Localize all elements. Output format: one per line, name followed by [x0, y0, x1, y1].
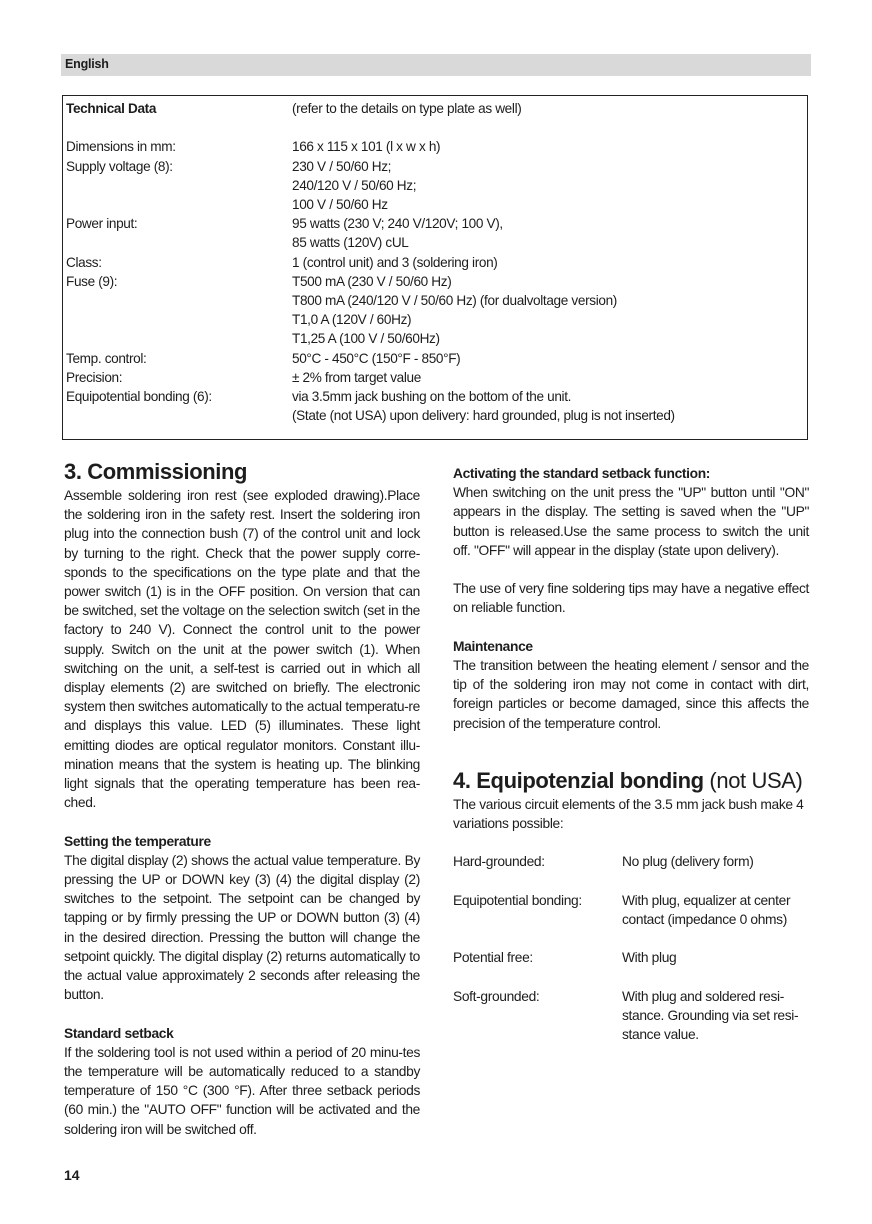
- bonding-variation-type: Hard-grounded:: [453, 854, 545, 870]
- tech-data-row: [66, 368, 801, 387]
- tech-data-value: T800 mA (240/120 V / 50/60 Hz) (for dualvoltage version): [292, 293, 617, 308]
- tech-data-row: [66, 137, 801, 156]
- tech-data-label: Precision:: [66, 369, 123, 385]
- tech-data-value: T500 mA (230 V / 50/60 Hz): [292, 273, 452, 289]
- tech-data-label: Class:: [66, 254, 102, 270]
- tech-data-label: Power input:: [66, 216, 138, 232]
- equipotential-heading: 4. Equipotenzial bonding (not USA): [453, 767, 803, 793]
- activating-setback-heading: Activating the standard setback function:: [453, 466, 711, 481]
- tech-data-row: [66, 349, 801, 368]
- equipotential-intro: The various circuit elements of the 3.5 mm jack bush make 4 variations possible:: [453, 796, 804, 832]
- tech-data-value: 50°C - 450°C (150°F - 850°F): [292, 350, 461, 366]
- soldering-tips-note: The use of very fine soldering tips may have a negative effect on reliable function.: [453, 581, 809, 616]
- tech-data-row: [66, 118, 801, 137]
- bonding-variation-description: With plug and soldered resi-stance. Grounding via set resi-stance value.: [622, 988, 799, 1043]
- bonding-variation-type: Equipotential bonding:: [453, 892, 582, 908]
- language-label: English: [65, 57, 109, 71]
- tech-data-row: [66, 233, 801, 252]
- standard-setback-heading: Standard setback: [64, 1025, 174, 1041]
- setting-temperature-heading: Setting the temperature: [64, 833, 211, 849]
- bonding-variation-type: Soft-grounded:: [453, 988, 540, 1004]
- bonding-variation-description: With plug: [622, 950, 677, 966]
- tech-data-row: [66, 214, 801, 233]
- bonding-variation-type: Potential free:: [453, 950, 533, 966]
- bonding-variation-row: [453, 891, 809, 929]
- technical-data-table: [62, 95, 808, 440]
- tech-data-value: via 3.5mm jack bushing on the bottom of the unit.: [292, 389, 572, 404]
- tech-data-row: [66, 253, 801, 272]
- tech-data-value: 85 watts (120V) cUL: [292, 235, 409, 251]
- tech-data-value: 230 V / 50/60 Hz;: [292, 158, 392, 174]
- tech-data-value: (refer to the details on type plate as well): [292, 101, 522, 116]
- tech-data-value: 1 (control unit) and 3 (soldering iron): [292, 254, 498, 270]
- bonding-variation-description: With plug, equalizer at center contact (impedance 0 ohms): [622, 892, 791, 927]
- bonding-variation-row: [453, 948, 809, 967]
- language-header-bar: [61, 54, 811, 76]
- tech-data-value: ± 2% from target value: [292, 369, 421, 385]
- tech-data-row: [66, 329, 801, 348]
- tech-data-value: 100 V / 50/60 Hz: [292, 197, 388, 212]
- right-column: [453, 464, 809, 1044]
- tech-data-row: [66, 291, 801, 310]
- tech-data-value: T1,25 A (100 V / 50/60Hz): [292, 331, 440, 347]
- tech-data-row: [66, 387, 801, 406]
- activating-setback-body: When switching on the unit press the "UP" button until "ON" appears in the display. The setting is saved when the "UP" button is released.Use the same process to switch the unit off. "OFF" will appear in the display (state upon delivery).: [453, 485, 809, 558]
- tech-data-row: [66, 310, 801, 329]
- tech-data-label: Temp. control:: [66, 350, 147, 366]
- setting-temperature-body: The digital display (2) shows the actual value temperature. By pressing the UP or DOWN key (3) (4) the digital display (2) switches to the setpoint. The setpoint can be changed by tapping or by firmly pressing the UP or DOWN button (3) (4) in the desired direction. Pressing the button will change the setpoint quickly. The digital display (2) returns automatically to the actual value approximately 2 seconds after releasing the button.: [64, 852, 420, 1003]
- commissioning-body: Assemble soldering iron rest (see exploded drawing).Place the soldering iron in the safety rest. Insert the soldering iron plug into the connection bush (7) of the control unit and lock by turning to the right. Check that the power supply corre-sponds to the specifications on the type plate and that the power switch (1) is in the OFF position. On version that can be switched, set the voltage on the selection switch (set in the factory to 240 V). Connect the control unit to the power supply. Switch on the unit at the power switch (1). When switching on the unit, a self-test is carried out in which all display elements (2) are switched on briefly. The electronic system then switches automatically to the actual temperatu-re and displays this value. LED (5) illuminates. These light emitting diodes are optical regulator monitors. Constant illu-mination means that the system is heating up. The blinking light signals that the operating temperature has been rea-ched.: [64, 488, 420, 811]
- tech-data-row: [66, 176, 801, 195]
- commissioning-heading: 3. Commissioning: [64, 459, 248, 484]
- bonding-variations-list: [453, 852, 809, 1044]
- maintenance-heading: Maintenance: [453, 638, 533, 654]
- tech-data-value: (State (not USA) upon delivery: hard grounded, plug is not inserted): [292, 408, 675, 424]
- tech-data-label: Fuse (9):: [66, 273, 118, 289]
- left-column: [64, 458, 420, 1139]
- tech-data-label: Supply voltage (8):: [66, 158, 173, 174]
- tech-data-row: [66, 406, 801, 425]
- tech-data-row: [66, 272, 801, 291]
- tech-data-label: Equipotential bonding (6):: [66, 389, 212, 404]
- standard-setback-body: If the soldering tool is not used within a period of 20 minu-tes the temperature will be automatically reduced to a standby temperature of 150 °C (300 °F). After three setback periods (60 min.) the "AUTO OFF" function will be activated and the soldering iron will be switched off.: [64, 1044, 420, 1137]
- bonding-variation-description: No plug (delivery form): [622, 854, 754, 870]
- bonding-variation-row: [453, 987, 809, 1045]
- tech-data-row: [66, 157, 801, 176]
- maintenance-body: The transition between the heating element / sensor and the tip of the soldering iron may not come in contact with dirt, foreign particles or become damaged, since this affects the precision of the temperature control.: [453, 658, 809, 731]
- tech-data-row: [66, 99, 801, 118]
- page-number: 14: [64, 1167, 80, 1183]
- tech-data-label: Technical Data: [66, 101, 157, 116]
- tech-data-value: T1,0 A (120V / 60Hz): [292, 312, 412, 328]
- tech-data-value: 166 x 115 x 101 (l x w x h): [292, 139, 441, 155]
- tech-data-label: Dimensions in mm:: [66, 139, 176, 155]
- tech-data-value: 95 watts (230 V; 240 V/120V; 100 V),: [292, 216, 503, 232]
- tech-data-value: 240/120 V / 50/60 Hz;: [292, 177, 417, 193]
- bonding-variation-row: [453, 852, 809, 871]
- tech-data-row: [66, 195, 801, 214]
